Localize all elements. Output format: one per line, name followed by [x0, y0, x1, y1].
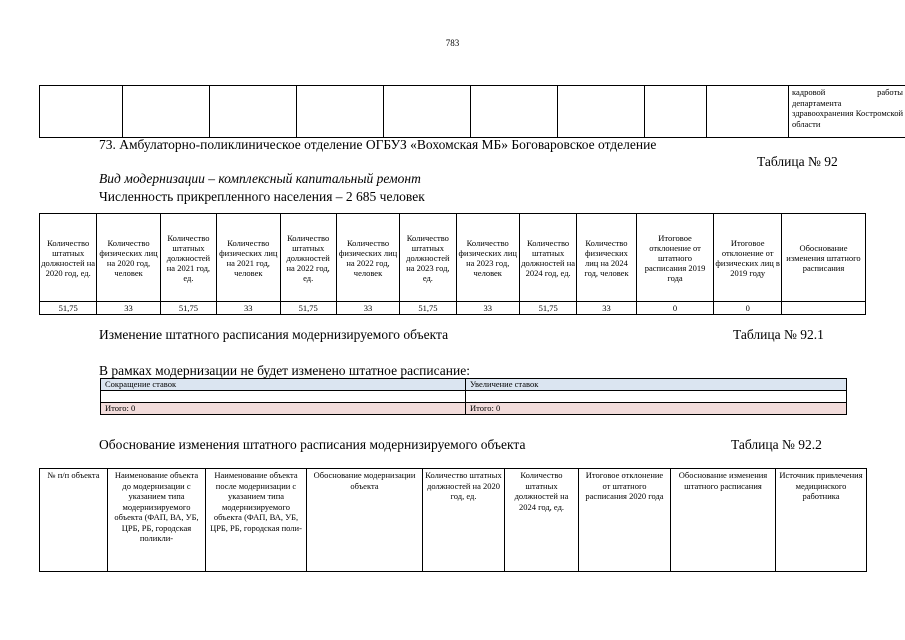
- header-cell: Обоснование изменения штатного расписания: [781, 214, 865, 302]
- header-cell: Количество штатных должностей на 2024 год, ед.: [505, 469, 579, 572]
- change-title: Изменение штатного расписания модернизируемого объекта: [99, 327, 449, 342]
- col-increase-header: Увеличение ставок: [466, 379, 847, 391]
- col-reduce-header: Сокращение ставок: [101, 379, 466, 391]
- header-cell: Источник привлечения медицинского работника: [776, 469, 867, 572]
- table-cell: [384, 86, 471, 138]
- value-cell: 33: [456, 302, 519, 315]
- value-cell: 51,75: [40, 302, 97, 315]
- value-cell: 33: [336, 302, 399, 315]
- value-cell: 33: [217, 302, 280, 315]
- continuation-table: [39, 85, 905, 138]
- table-number: Таблица № 92: [757, 154, 838, 169]
- header-cell: Количество штатных должностей на 2024 год, ед.: [519, 214, 576, 302]
- header-cell: Наименование объекта до модернизации с указанием типа модернизируемого объекта (ФАП, ВА, УБ, ЦРБ, РБ, городская поликли-: [108, 469, 206, 572]
- value-cell: 51,75: [519, 302, 576, 315]
- header-cell: Итоговое отклонение от штатного расписания 2019 года: [636, 214, 714, 302]
- value-cell: 51,75: [160, 302, 216, 315]
- table-cell: [558, 86, 645, 138]
- section-heading: 73. Амбулаторно-поликлиническое отделение ОГБУЗ «Вохомская МБ» Боговаровское отделение: [99, 137, 657, 152]
- modernization-type: Вид модернизации – комплексный капитальный ремонт: [99, 171, 421, 186]
- total-increase: Итого: 0: [466, 403, 847, 415]
- table-cell: [707, 86, 789, 138]
- total-reduce: Итого: 0: [101, 403, 466, 415]
- header-cell: Обоснование изменения штатного расписания: [671, 469, 776, 572]
- header-cell: Количество физических лиц на 2023 год, человек: [456, 214, 519, 302]
- header-cell: Количество физических лиц на 2024 год, человек: [577, 214, 636, 302]
- header-cell: Количество штатных должностей на 2022 год, ед.: [280, 214, 336, 302]
- header-cell: Количество штатных должностей на 2020 год, ед.: [423, 469, 505, 572]
- table-cell: [645, 86, 707, 138]
- value-cell: 0: [636, 302, 714, 315]
- header-cell: Обоснование модернизации объекта: [307, 469, 423, 572]
- value-cell: [781, 302, 865, 315]
- header-cell: Количество физических лиц на 2022 год, человек: [336, 214, 399, 302]
- staff-change-table: [100, 378, 847, 415]
- header-cell: Количество физических лиц на 2020 год, человек: [97, 214, 160, 302]
- value-cell: 51,75: [400, 302, 456, 315]
- table-number: Таблица № 92.1: [733, 327, 824, 342]
- table-cell: [101, 391, 466, 403]
- header-cell: Количество штатных должностей на 2021 год, ед.: [160, 214, 216, 302]
- header-cell: Наименование объекта после модернизации с указанием типа модернизируемого объекта (ФАП, ВА, УБ, ЦРБ, РБ, городская поли-: [206, 469, 307, 572]
- table-cell: [297, 86, 384, 138]
- staff-table: [39, 213, 866, 315]
- table-cell: [123, 86, 210, 138]
- table-cell-hr-dept: кадровой работы департамента здравоохранения Костромской области: [789, 86, 905, 138]
- value-cell: 33: [577, 302, 636, 315]
- table-cell: [210, 86, 297, 138]
- header-cell: № п/п объекта: [40, 469, 108, 572]
- table-number: Таблица № 92.2: [731, 437, 822, 452]
- header-cell: Итоговое отклонение от штатного расписания 2020 года: [579, 469, 671, 572]
- header-cell: Количество физических лиц на 2021 год, человек: [217, 214, 280, 302]
- table-cell: [466, 391, 847, 403]
- header-cell: Количество штатных должностей на 2023 год, ед.: [400, 214, 456, 302]
- table-cell: [40, 86, 123, 138]
- header-cell: Итоговое отклонение от физических лиц в 2019 году: [714, 214, 782, 302]
- header-cell: Количество штатных должностей на 2020 год, ед.: [40, 214, 97, 302]
- page-number: 783: [445, 38, 460, 48]
- value-cell: 33: [97, 302, 160, 315]
- change-note: В рамках модернизации не будет изменено штатное расписание:: [99, 363, 470, 378]
- value-cell: 0: [714, 302, 782, 315]
- population: Численность прикрепленного населения – 2 685 человек: [99, 189, 425, 204]
- table-cell: [471, 86, 558, 138]
- justify-title: Обоснование изменения штатного расписания модернизируемого объекта: [99, 437, 526, 452]
- value-cell: 51,75: [280, 302, 336, 315]
- justification-table: [39, 468, 867, 572]
